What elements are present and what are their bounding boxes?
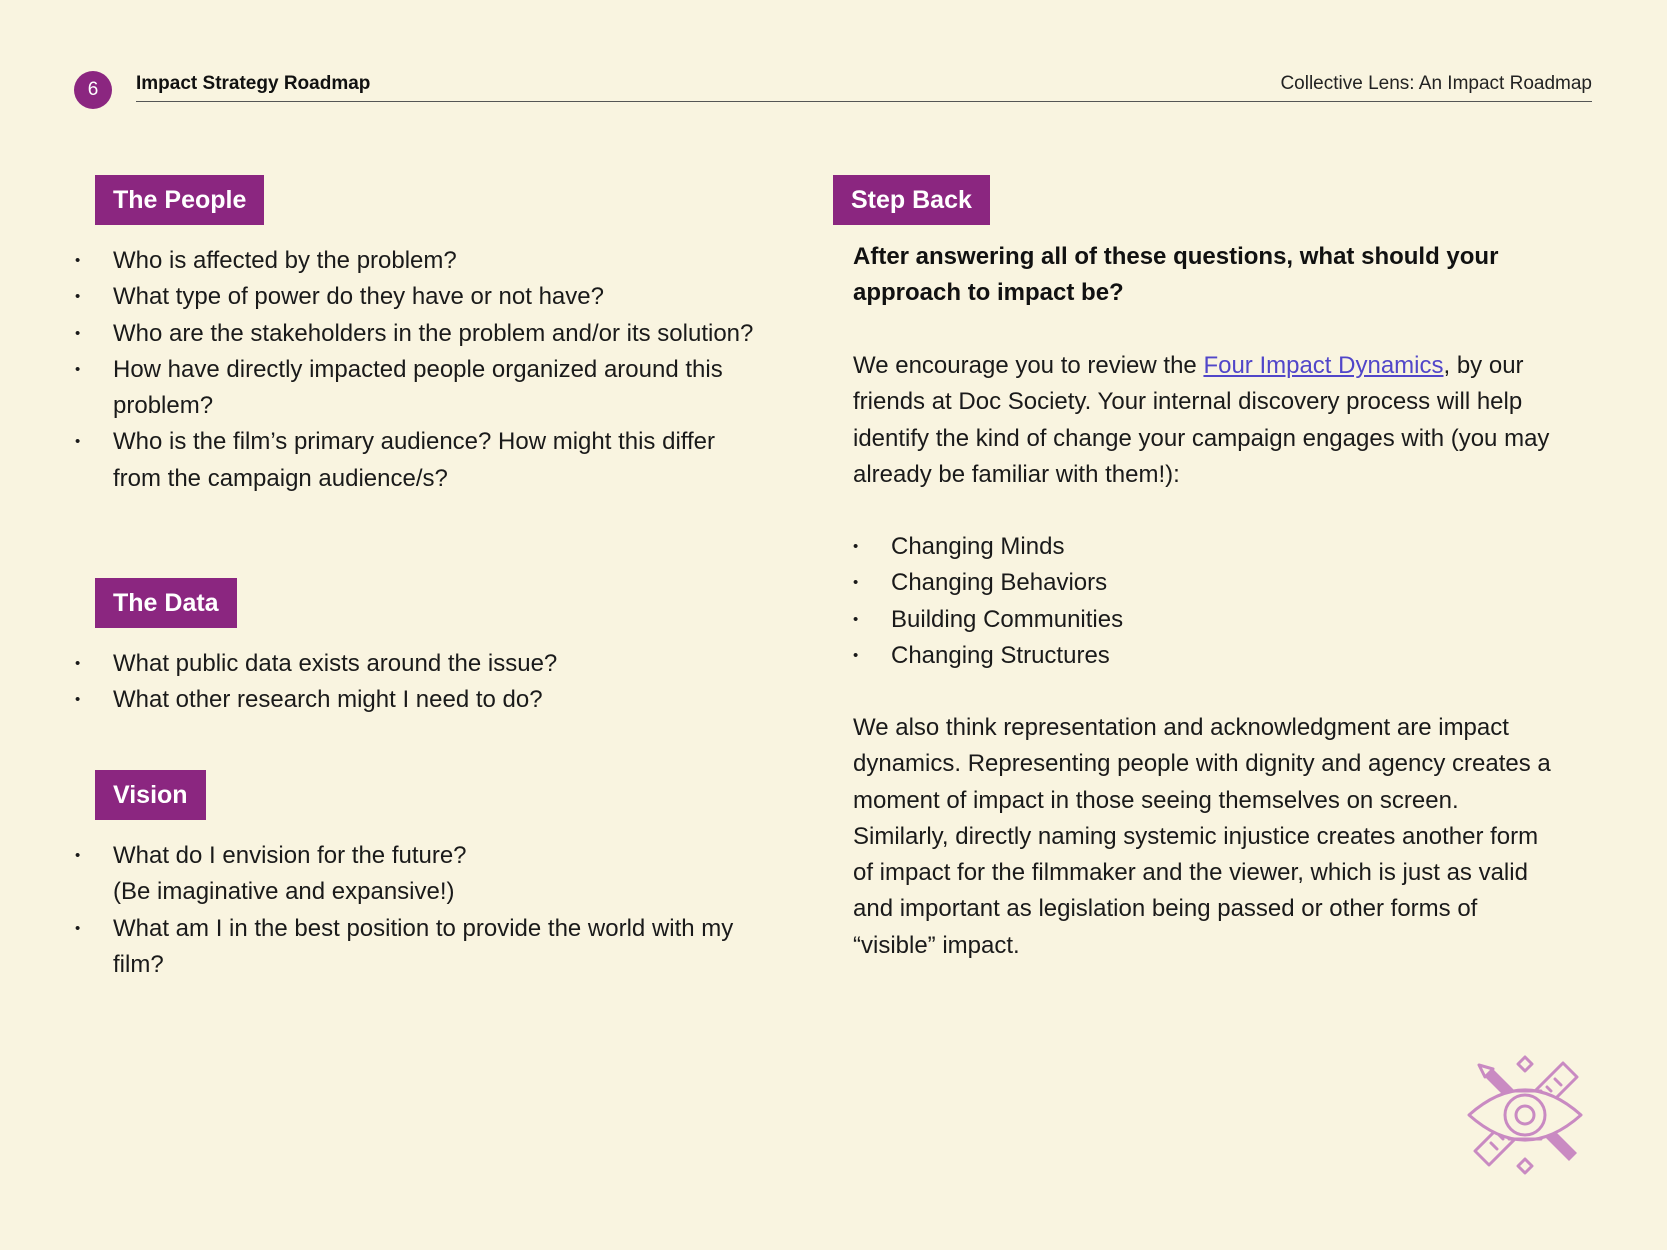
eye-with-pencil-and-ruler-logo-icon [1465,1055,1585,1177]
vision-question-list [75,838,755,983]
vision-question: What do I envision for the future? [113,842,467,869]
list-item: • How have directly impacted people organized around this problem? [75,352,755,425]
list-item [75,838,755,911]
list-item: • What public data exists around the issue? [75,646,755,682]
section-title: Impact Strategy Roadmap [136,73,371,94]
list-item: • Changing Behaviors [853,565,1533,601]
list-item: • Changing Minds [853,529,1533,565]
page-number-badge [74,71,112,109]
list-item: • Building Communities [853,602,1533,638]
list-item: • Changing Structures [853,638,1533,674]
list-item: • Who is the film’s primary audience? How might this differ from the campaign audience/s? [75,424,755,497]
four-impact-dynamics-link[interactable]: Four Impact Dynamics [1203,352,1444,379]
step-back-lead-question: After answering all of these questions, what should your approach to impact be? [853,243,1499,307]
list-item: • Who is affected by the problem? [75,243,755,279]
list-item: • What other research might I need to do? [75,682,755,718]
vision-question-note: (Be imaginative and expansive!) [113,878,455,906]
vision-heading: Vision [95,770,206,820]
list-item: • Who are the stakeholders in the problem and/or its solution? [75,316,755,352]
list-item: • What type of power do they have or not have? [75,279,755,315]
intro-text-before-link: We encourage you to review the [853,352,1204,379]
page-number: 6 [87,79,99,100]
intro-text-after-link: , by our friends at Doc Society. Your internal discovery process will help identify the kind of change your campaign engages with (you may already be familiar with them!): [853,352,1550,488]
step-back-heading: Step Back [833,175,990,225]
data-heading: The Data [95,578,237,628]
impact-dynamics-intro [853,348,1553,493]
people-question-list [75,243,755,497]
header-divider [136,101,1592,102]
representation-paragraph: We also think representation and acknowledgment are impact dynamics. Representing people with dignity and agency creates a moment of impact in those seeing themselves on screen. Similarly, directly naming systemic injustice creates another form of impact for the filmmaker and the viewer, which is just as valid and important as legislation being passed or other forms of “visible” impact. [853,714,1551,959]
document-title: Collective Lens: An Impact Roadmap [1280,73,1592,94]
people-heading: The People [95,175,264,225]
impact-dynamics-list [853,529,1533,674]
list-item: • What am I in the best position to provide the world with my film? [75,911,755,984]
data-question-list [75,646,755,719]
